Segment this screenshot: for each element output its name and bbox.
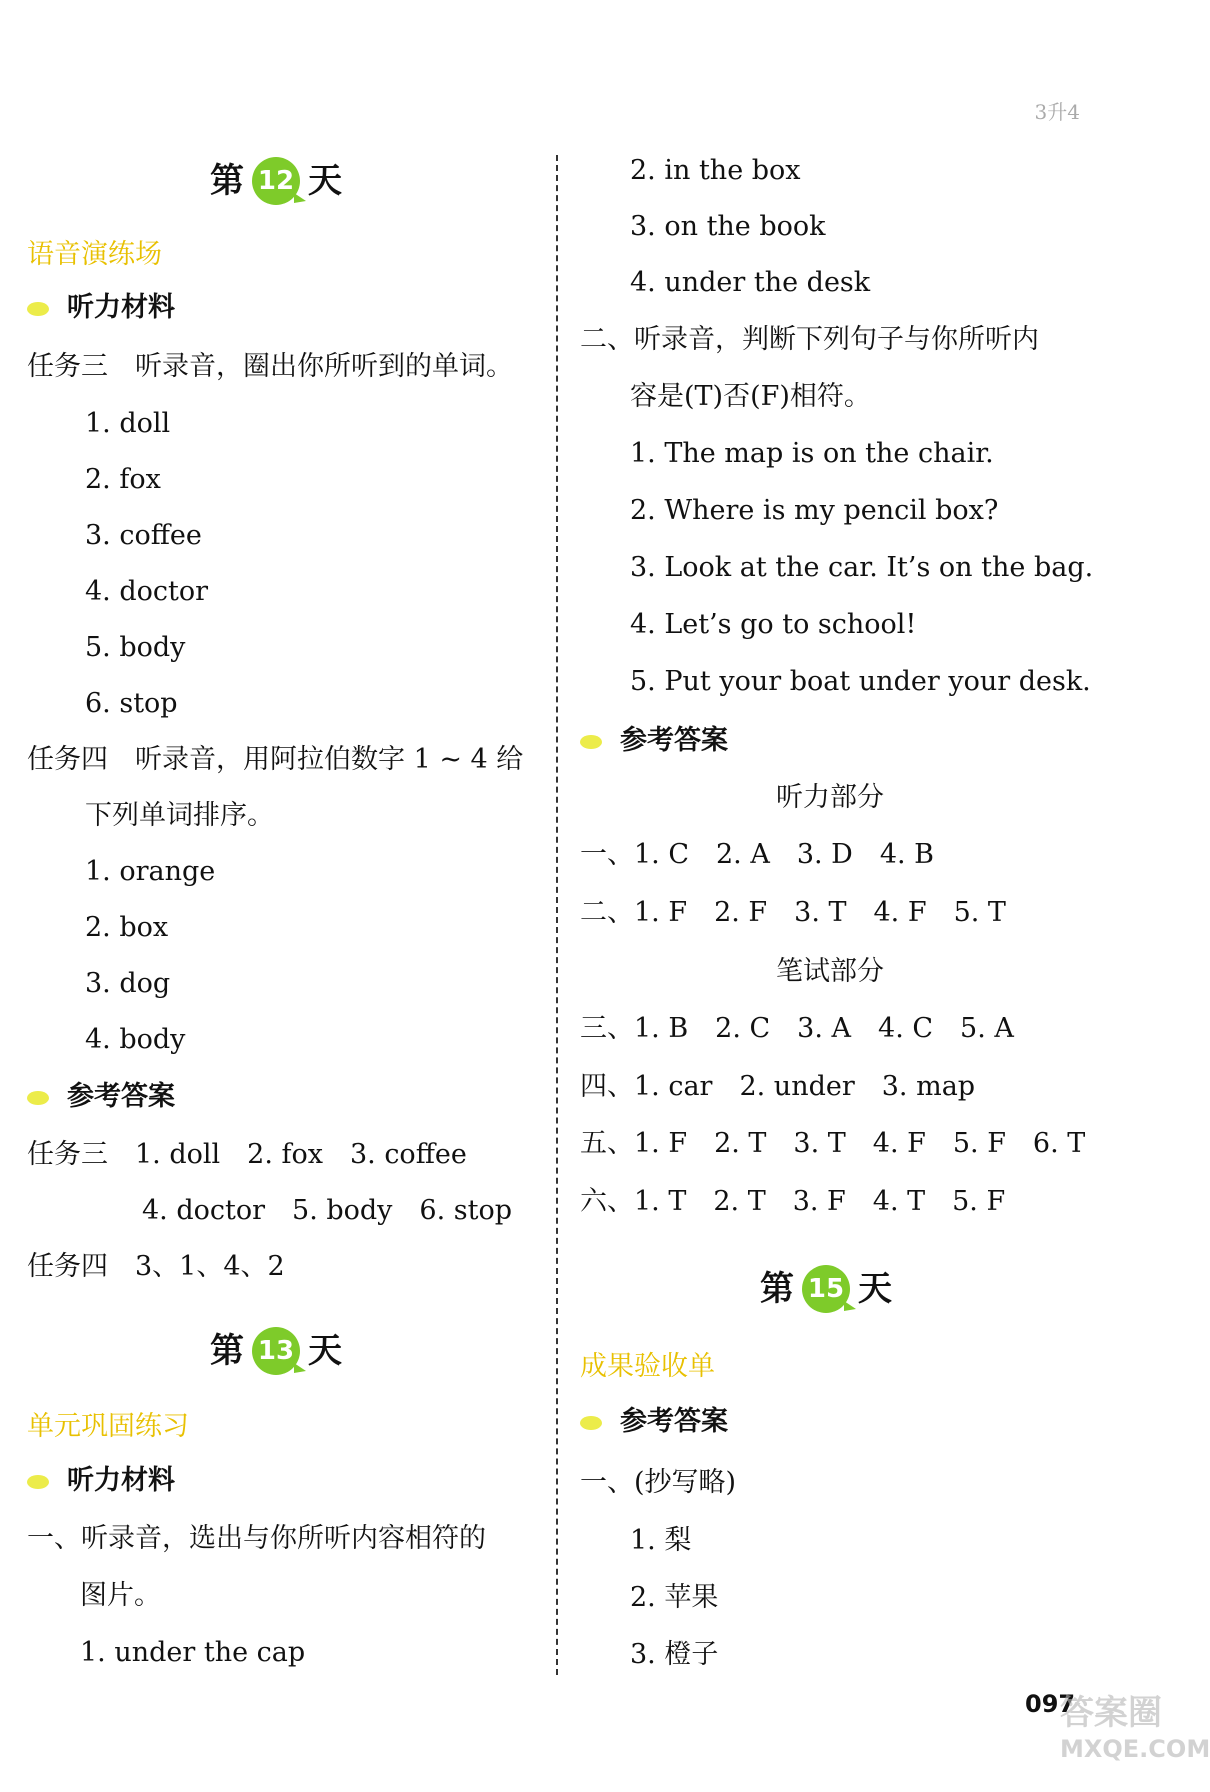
- list-item: 6. stop: [85, 688, 178, 719]
- list-item: 2. box: [85, 912, 169, 943]
- question-1: 一、听录音，选出与你所听内容相符的: [27, 1523, 486, 1554]
- list-item: 2. fox: [85, 464, 161, 495]
- watermark-logo: 答案圈 MXQE.COM: [1060, 1693, 1210, 1763]
- day-prefix: 第: [760, 1269, 794, 1309]
- answer-row: 三、1. B 2. C 3. A 4. C 5. A: [580, 1013, 1014, 1044]
- bullet-icon: [27, 1475, 49, 1489]
- column-divider: [556, 155, 558, 1675]
- question-1-copy: 一、(抄写略): [580, 1467, 737, 1498]
- section-title: 成果验收单: [580, 1351, 715, 1382]
- answer-row: 一、1. C 2. A 3. D 4. B: [580, 839, 935, 870]
- day-suffix: 天: [308, 161, 342, 201]
- heading-answers: 参考答案: [580, 724, 728, 758]
- day-number-badge: 12: [252, 157, 300, 205]
- task4-instruction: 任务四 听录音，用阿拉伯数字 1 ~ 4 给: [27, 744, 524, 775]
- list-item: 2. Where is my pencil box?: [630, 495, 999, 526]
- part-written-title: 笔试部分: [776, 956, 884, 987]
- list-item: 3. Look at the car. It’s on the bag.: [630, 552, 1094, 583]
- answer-task4: 任务四 3、1、4、2: [27, 1251, 285, 1282]
- list-item: 3. coffee: [85, 520, 202, 551]
- day-12-title: [210, 157, 342, 205]
- day-number-badge: 13: [252, 1327, 300, 1375]
- list-item: 3. on the book: [630, 211, 826, 242]
- heading-answers: 参考答案: [27, 1080, 175, 1114]
- list-item: 2. 苹果: [630, 1582, 719, 1613]
- day-suffix: 天: [308, 1331, 342, 1371]
- heading-listening-material: 听力材料: [27, 1464, 175, 1498]
- list-item: 4. Let’s go to school!: [630, 609, 917, 640]
- list-item: 1. The map is on the chair.: [630, 438, 994, 469]
- answer-row: 六、1. T 2. T 3. F 4. T 5. F: [580, 1186, 1006, 1217]
- list-item: 1. under the cap: [80, 1637, 306, 1668]
- list-item: 3. dog: [85, 968, 171, 999]
- list-item: 4. doctor: [85, 576, 209, 607]
- day-number-badge: 15: [802, 1265, 850, 1313]
- section-title: 单元巩固练习: [27, 1411, 189, 1442]
- day-15-title: [760, 1265, 892, 1313]
- list-item: 5. Put your boat under your desk.: [630, 666, 1091, 697]
- answer-task3-cont: 4. doctor 5. body 6. stop: [142, 1195, 513, 1226]
- question-2: 二、听录音，判断下列句子与你所听内: [580, 324, 1039, 355]
- bullet-icon: [580, 735, 602, 749]
- question-1-cont: 图片。: [80, 1580, 161, 1611]
- list-item: 5. body: [85, 632, 186, 663]
- list-item: 3. 橙子: [630, 1639, 719, 1670]
- task4-instruction-cont: 下列单词排序。: [85, 800, 274, 831]
- answer-row: 五、1. F 2. T 3. T 4. F 5. F 6. T: [580, 1128, 1086, 1159]
- day-suffix: 天: [858, 1269, 892, 1309]
- list-item: 1. orange: [85, 856, 216, 887]
- bullet-icon: [580, 1416, 602, 1430]
- section-title: 语音演练场: [27, 239, 162, 270]
- heading-listening-material: 听力材料: [27, 291, 175, 325]
- list-item: 4. body: [85, 1024, 186, 1055]
- answer-row: 四、1. car 2. under 3. map: [580, 1071, 976, 1102]
- bullet-icon: [27, 302, 49, 316]
- list-item: 1. 梨: [630, 1525, 692, 1556]
- list-item: 1. doll: [85, 408, 171, 439]
- part-listening-title: 听力部分: [776, 782, 884, 813]
- task3-instruction: 任务三 听录音，圈出你所听到的单词。: [27, 351, 513, 382]
- answer-task3: 任务三 1. doll 2. fox 3. coffee: [27, 1139, 467, 1170]
- answer-row: 二、1. F 2. F 3. T 4. F 5. T: [580, 897, 1006, 928]
- bullet-icon: [27, 1091, 49, 1105]
- day-prefix: 第: [210, 161, 244, 201]
- day-prefix: 第: [210, 1331, 244, 1371]
- heading-answers: 参考答案: [580, 1405, 728, 1439]
- day-13-title: [210, 1327, 342, 1375]
- header-note: 3升4: [1034, 100, 1080, 124]
- question-2-cont: 容是(T)否(F)相符。: [630, 381, 871, 412]
- page-number: 097: [1025, 1690, 1076, 1718]
- list-item: 4. under the desk: [630, 267, 871, 298]
- list-item: 2. in the box: [630, 155, 801, 186]
